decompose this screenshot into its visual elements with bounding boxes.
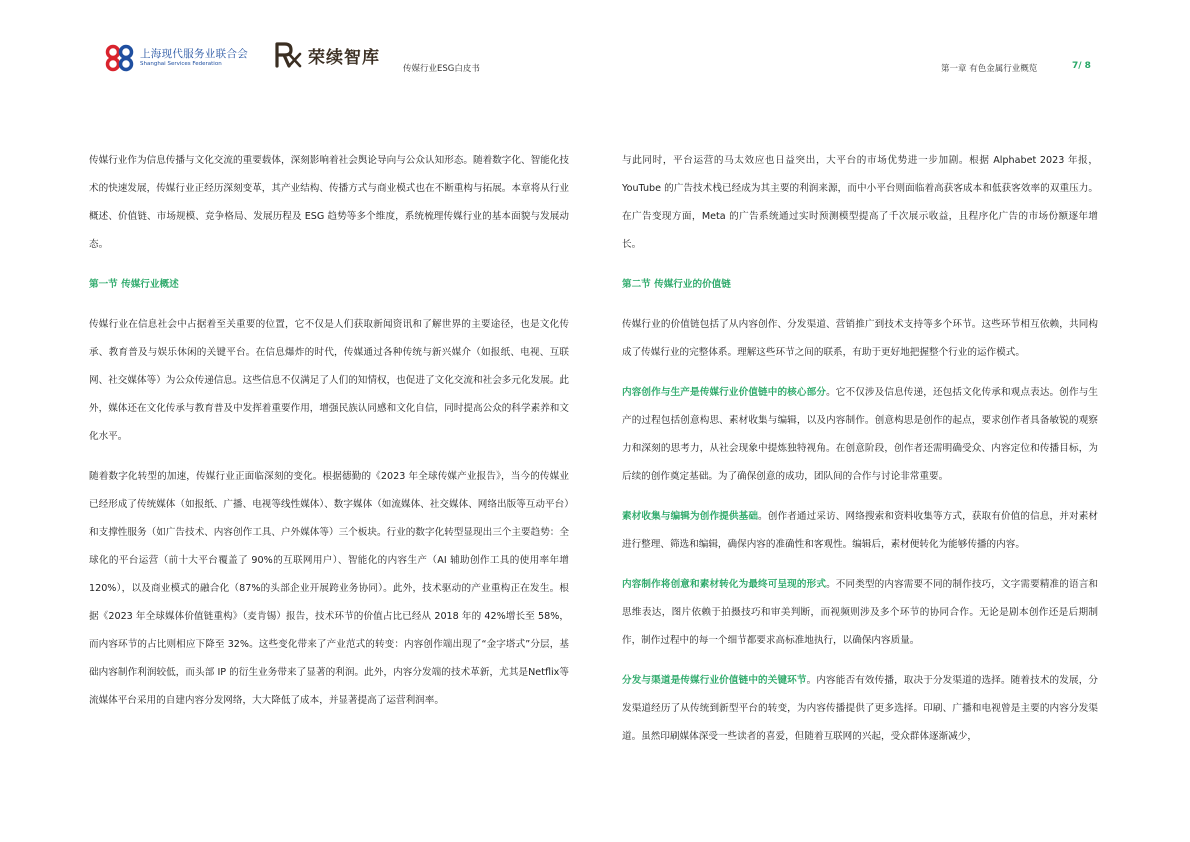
brand-logo bbox=[274, 42, 380, 68]
right-column bbox=[622, 147, 1098, 763]
paragraph: 传媒行业在信息社会中占据着至关重要的位置，它不仅是人们获取新闻资讯和了解世界的主要途径，也是文化传承、教育普及与娱乐休闲的关键平台。在信息爆炸的时代，传媒通过各种传统与新兴媒介（如报纸、电视、互联网、社交媒体等）为公众传递信息。这些信息不仅满足了人们的知情权，也促进了文化交流和社会多元化发展。此外，媒体还在文化传承与教育普及中发挥着重要作用，增强民族认同感和文化自信，同时提高公众的科学素养和文化水平。 bbox=[89, 319, 569, 442]
paragraph: 传媒行业的价值链包括了从内容创作、分发渠道、营销推广到技术支持等多个环节。这些环节相互依赖，共同构成了传媒行业的完整体系。理解这些环节之间的联系，有助于更好地把握整个行业的运作模式。 bbox=[622, 319, 1098, 358]
paragraph: 与此同时，平台运营的马太效应也日益突出，大平台的市场优势进一步加剧。根据 Alphabet 2023 年报，YouTube 的广告技术栈已经成为其主要的利润来源，而中小平台则面临着高获客成本和低获客效率的双重压力。在广告变现方面，Meta 的广告系统通过实时预测模型提高了千次展示收益，且程序化广告的市场份额逐年增长。 bbox=[622, 155, 1098, 250]
document-title: 传媒行业ESG白皮书 bbox=[403, 64, 480, 74]
highlight-text: 分发与渠道是传媒行业价值链中的关键环节 bbox=[622, 675, 807, 686]
section-heading: 第一节 传媒行业概述 bbox=[89, 279, 179, 290]
body-text: 。创作者通过采访、网络搜索和资料收集等方式，获取有价值的信息，并对素材进行整理、筛选和编辑，确保内容的准确性和客观性。编辑后，素材便转化为能够传播的内容。 bbox=[622, 511, 1099, 550]
body-text: 。不同类型的内容需要不同的制作技巧，文字需要精准的语言和思维表达，图片依赖于拍摄技巧和审美判断，而视频则涉及多个环节的协同合作。无论是剧本创作还是后期制作，制作过程中的每一个细节都要求高标准地执行，以确保内容质量。 bbox=[622, 579, 1099, 646]
chapter-title: 第一章 有色金属行业概览 bbox=[941, 64, 1038, 74]
org-name-cn: 上海现代服务业联合会 bbox=[140, 48, 248, 60]
section-heading: 第二节 传媒行业的价值链 bbox=[622, 279, 731, 290]
paragraph bbox=[622, 571, 1098, 655]
federation-logo-icon bbox=[105, 44, 135, 72]
org-name-en: Shanghai Services Federation bbox=[140, 60, 222, 67]
rx-logo-icon bbox=[274, 42, 302, 68]
highlight-text: 素材收集与编辑为创作提供基础 bbox=[622, 511, 759, 522]
body-text: 。内容能否有效传播，取决于分发渠道的选择。随着技术的发展，分发渠道经历了从传统到新型平台的转变，为内容传播提供了更多选择。印刷、广播和电视曾是主要的内容分发渠道。虽然印刷媒体深受一些读者的喜爱，但随着互联网的兴起，受众群体逐渐减少， bbox=[622, 675, 1099, 742]
paragraph bbox=[622, 503, 1098, 559]
page-number: 7/ 8 bbox=[1072, 61, 1091, 71]
brand-name: 荣续智库 bbox=[308, 47, 380, 68]
paragraph bbox=[622, 379, 1098, 491]
paragraph: 随着数字化转型的加速，传媒行业正面临深刻的变化。根据德勤的《2023 年全球传媒产业报告》，当今的传媒业已经形成了传统媒体（如报纸、广播、电视等线性媒体）、数字媒体（如流媒体、社交媒体、网络出版等互动平台）和支撑性服务（如广告技术、内容创作工具、户外媒体等）三个板块。行业的数字化转型显现出三个主要趋势：全球化的平台运营（前十大平台覆盖了 90%的互联网用户）、智能化的内容生产（AI 辅助创作工具的使用率年增 120%），以及商业模式的融合化（87%的头部企业开展跨业务协同）。此外，技术驱动的产业重构正在发生。根据《2023 年全球媒体价值链重构》（麦肯锡）报告，技术环节的价值占比已经从 2018 年的 42%增长至 58%，而内容环节的占比则相应下降至 32%。这些变化带来了产业范式的转变：内容创作端出现了“金字塔式”分层，基础内容制作利润较低，而头部 IP 的衍生业务带来了显著的利润。此外，内容分发端的技术革新，尤其是Netflix等流媒体平台采用的自建内容分发网络，大大降低了成本，并显著提高了运营利润率。 bbox=[89, 471, 569, 706]
intro-paragraph: 传媒行业作为信息传播与文化交流的重要载体，深刻影响着社会舆论导向与公众认知形态。随着数字化、智能化技术的快速发展，传媒行业正经历深刻变革，其产业结构、传播方式与商业模式也在不断重构与拓展。本章将从行业概述、价值链、市场规模、竞争格局、发展历程及 ESG 趋势等多个维度，系统梳理传媒行业的基本面貌与发展动态。 bbox=[89, 155, 569, 250]
highlight-text: 内容创作与生产是传媒行业价值链中的核心部分 bbox=[622, 387, 827, 398]
body-text: 。它不仅涉及信息传递，还包括文化传承和观点表达。创作与生产的过程包括创意构思、素材收集与编辑，以及内容制作。创意构思是创作的起点，要求创作者具备敏锐的观察力和深刻的思考力，从社会现象中提炼独特视角。在创意阶段，创作者还需明确受众、内容定位和传播目标，为后续的创作奠定基础。为了确保创意的成功，团队间的合作与讨论非常重要。 bbox=[622, 387, 1099, 482]
paragraph bbox=[622, 667, 1098, 751]
org-logo bbox=[105, 44, 248, 72]
left-column bbox=[89, 147, 569, 727]
highlight-text: 内容制作将创意和素材转化为最终可呈现的形式 bbox=[622, 579, 827, 590]
page-header bbox=[0, 0, 1190, 100]
